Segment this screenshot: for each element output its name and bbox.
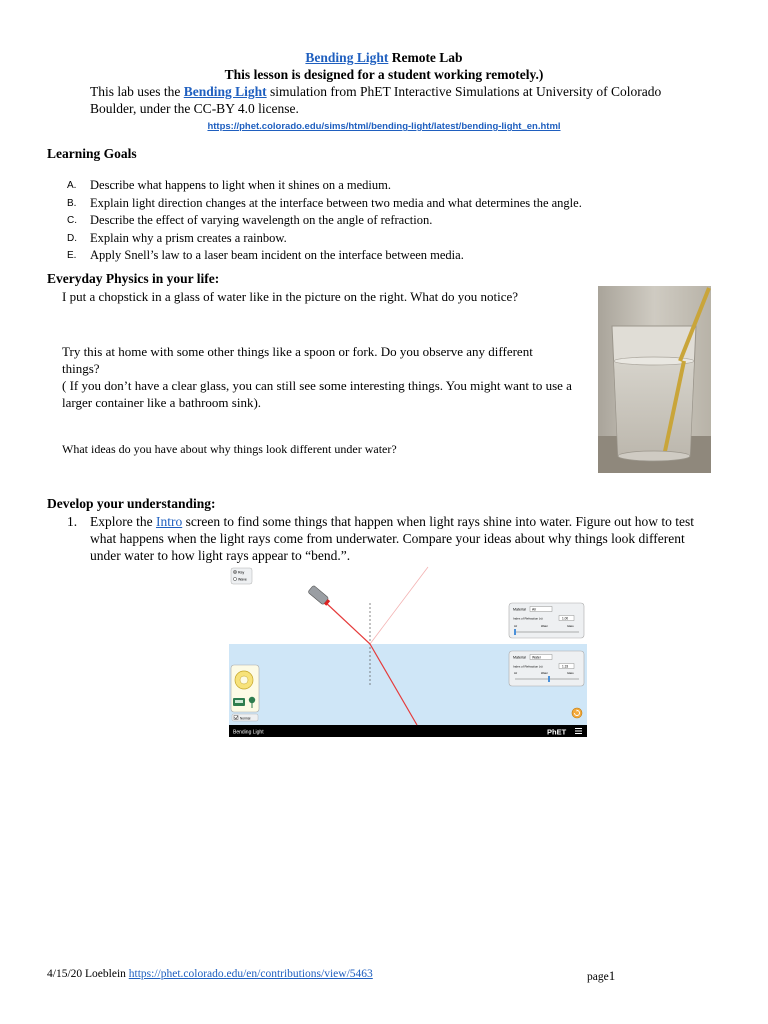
- develop-item-1: [67, 513, 717, 564]
- learning-goal-item: [67, 195, 707, 213]
- top-scale-glass: Glass: [567, 625, 574, 628]
- wave-option-label: Wave: [238, 577, 247, 582]
- learning-goal-marker: D.: [67, 232, 77, 244]
- ray-wave-radio-group[interactable]: [231, 568, 252, 584]
- ray-option-label: Ray: [238, 570, 245, 575]
- bottom-material-value: Water: [532, 655, 541, 660]
- page-label: page: [587, 971, 609, 983]
- page-footer: [47, 968, 373, 980]
- hamburger-menu-icon[interactable]: [575, 728, 582, 734]
- everyday-p2: Try this at home with some other things like a spoon or fork. Do you observe any different things?: [62, 344, 533, 376]
- page-title: [0, 49, 768, 66]
- top-index-label: Index of Refraction (n): [513, 616, 543, 621]
- top-material-panel[interactable]: [509, 603, 584, 638]
- top-material-value: Air: [532, 607, 537, 612]
- develop-text-post: screen to find some things that happen when light rays shine into water. Figure out how to test what happens when the light rays come from underwater. Compare your ideas about why things look different under water to how light rays appear to “bend.”.: [90, 514, 695, 563]
- toolbox-panel[interactable]: [231, 665, 259, 712]
- learning-goal-text: Describe what happens to light when it shines on a medium.: [90, 178, 391, 192]
- bending-light-sim-screenshot: [229, 565, 587, 737]
- bottom-scale-water: Water: [541, 672, 548, 675]
- develop-item-text: [90, 513, 717, 564]
- learning-goal-marker: B.: [67, 197, 77, 209]
- intro-link[interactable]: Bending Light: [183, 84, 267, 99]
- sim-footer-title: Bending Light: [233, 729, 264, 736]
- probe-icon: [249, 697, 255, 703]
- title-link[interactable]: Bending Light: [305, 50, 389, 65]
- phet-logo: PhET: [547, 727, 567, 737]
- learning-goals-list: [67, 177, 707, 265]
- intro-screen-link[interactable]: Intro: [155, 514, 183, 529]
- everyday-heading: Everyday Physics in your life:: [47, 271, 220, 286]
- intro-text-post: simulation from PhET Interactive Simulations at University of Colorado Boulder, under the CC-BY 4.0 license.: [90, 84, 662, 116]
- everyday-question: What ideas do you have about why things look different under water?: [62, 442, 397, 456]
- learning-goal-marker: E.: [67, 250, 77, 261]
- develop-text-pre: Explore the: [90, 514, 156, 529]
- sim-url-link[interactable]: https://phet.colorado.edu/sims/html/bending-light/latest/bending-light_en.html: [207, 121, 561, 132]
- learning-goal-text: Explain light direction changes at the interface between two media and what determines the angle.: [90, 195, 582, 210]
- footer-contribution-link[interactable]: https://phet.colorado.edu/en/contributions/view/5463: [128, 968, 373, 980]
- page-subtitle: This lesson is designed for a student working remotely.): [224, 67, 544, 82]
- top-scale-water: Water: [541, 625, 548, 628]
- learning-goal-item: [67, 177, 707, 195]
- reset-all-button[interactable]: [572, 708, 582, 718]
- top-scale-air: Air: [514, 625, 518, 628]
- top-index-value: 1.00: [562, 616, 569, 621]
- footer-date-author: 4/15/20 Loeblein: [47, 968, 129, 980]
- learning-goals-heading: Learning Goals: [47, 146, 137, 161]
- everyday-p3: ( If you don’t have a clear glass, you can still see some interesting things. You might want to use a larger container like a bathroom sink).: [62, 378, 572, 410]
- learning-goal-text: Explain why a prism creates a rainbow.: [90, 230, 287, 245]
- page-number: [587, 968, 615, 984]
- everyday-p1: I put a chopstick in a glass of water like in the picture on the right. What do you notice?: [62, 289, 519, 304]
- learning-goal-item: [67, 212, 707, 230]
- learning-goal-item: [67, 230, 707, 248]
- learning-goal-marker: A.: [67, 180, 77, 191]
- intro-text-pre: This lab uses the: [90, 84, 184, 99]
- title-rest: Remote Lab: [388, 50, 463, 65]
- develop-heading: Develop your understanding:: [47, 496, 216, 511]
- normal-label: Normal: [240, 716, 251, 721]
- learning-goal-item: [67, 247, 707, 265]
- bottom-index-label: Index of Refraction (n): [513, 664, 543, 669]
- bottom-scale-air: Air: [514, 672, 518, 675]
- develop-item-number: 1.: [67, 514, 78, 529]
- bottom-material-panel[interactable]: [509, 651, 584, 686]
- bottom-material-label: Material: [513, 655, 526, 660]
- bottom-scale-glass: Glass: [567, 672, 574, 675]
- bottom-index-value: 1.33: [562, 664, 569, 669]
- learning-goal-text: Apply Snell’s law to a laser beam incident on the interface between media.: [90, 248, 464, 262]
- learning-goal-text: Describe the effect of varying wavelength on the angle of refraction.: [90, 213, 433, 227]
- intro-paragraph: [90, 83, 680, 117]
- page-number-value: 1: [608, 968, 616, 983]
- chopstick-glass-photo: [598, 286, 711, 473]
- sim-url-wrap: [0, 121, 768, 132]
- normal-checkbox[interactable]: [232, 714, 258, 721]
- learning-goal-marker: C.: [67, 215, 77, 226]
- top-material-label: Material: [513, 607, 526, 612]
